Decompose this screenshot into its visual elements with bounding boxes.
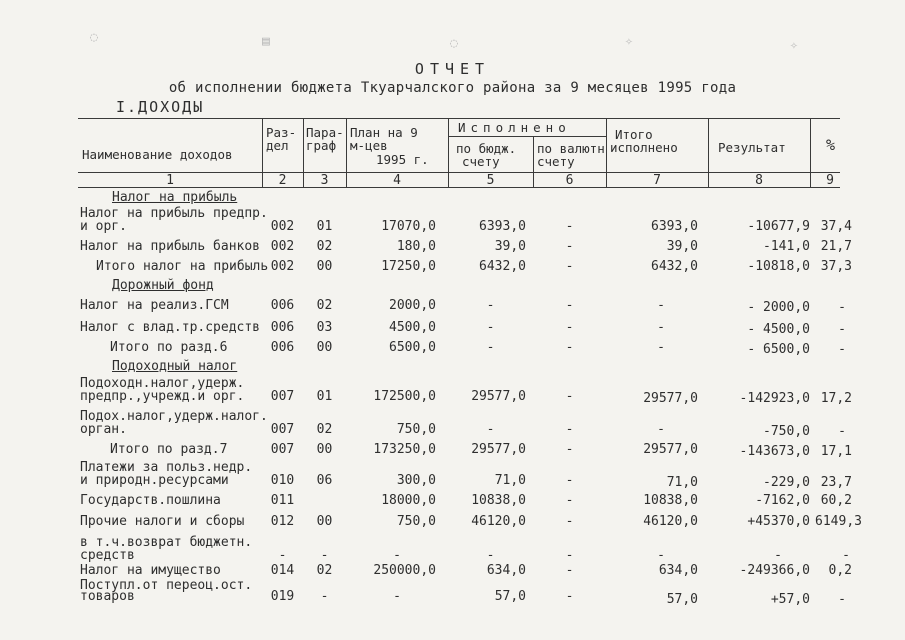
row-result: - 6500,0 — [747, 342, 810, 357]
row-budget: - — [486, 320, 495, 335]
row-paragraf: - — [320, 548, 329, 563]
row-budget: 71,0 — [494, 473, 526, 488]
row-paragraf: 02 — [316, 563, 333, 578]
row-total: - — [657, 298, 665, 313]
row-total: - — [657, 548, 665, 563]
row-name: в т.ч.возврат бюджетн. — [80, 535, 253, 550]
table-top-rule — [78, 118, 840, 119]
row-percent: 17,1 — [820, 444, 852, 459]
row-plan: - — [393, 589, 401, 604]
row-paragraf: 01 — [316, 389, 333, 404]
row-currency: - — [565, 563, 574, 578]
group-heading: Дорожный фонд — [112, 278, 214, 293]
report-title: ОТЧЕТ — [414, 60, 491, 78]
row-razdel: 002 — [270, 239, 295, 254]
row-name: Итого по разд.7 — [110, 442, 228, 457]
row-total: 634,0 — [658, 563, 698, 578]
header-budget-2: счету — [462, 154, 500, 169]
row-result: -249366,0 — [739, 563, 810, 578]
column-number: 3 — [320, 173, 329, 188]
row-name: Итого налог на прибыль — [96, 259, 269, 274]
row-result: -7162,0 — [755, 493, 810, 508]
row-budget: - — [486, 422, 495, 437]
row-currency: - — [565, 298, 574, 313]
row-total: 39,0 — [666, 239, 698, 254]
row-razdel: 007 — [270, 442, 295, 457]
column-number: 7 — [653, 173, 661, 188]
row-razdel: 006 — [270, 298, 295, 313]
ispolneno-rule — [448, 136, 606, 137]
row-result: -750,0 — [763, 424, 810, 439]
row-currency: - — [565, 493, 574, 508]
row-plan: 750,0 — [396, 514, 436, 529]
header-paragraf-1: Пара- — [306, 125, 344, 140]
scan-smudge: ✧ — [625, 34, 633, 49]
row-result: - 4500,0 — [747, 322, 810, 337]
row-razdel: 014 — [270, 563, 295, 578]
row-percent: - — [838, 300, 846, 315]
row-name-cont: и природн.ресурсами — [80, 473, 229, 488]
row-percent: 23,7 — [820, 475, 852, 490]
row-total: - — [657, 320, 665, 335]
row-name: Налог на прибыль банков — [80, 239, 261, 254]
column-number: 1 — [166, 173, 174, 188]
row-paragraf: 00 — [316, 442, 333, 457]
row-result: +57,0 — [770, 592, 810, 607]
row-currency: - — [565, 219, 574, 234]
header-razdel-2: дел — [266, 138, 289, 153]
row-name: Итого по разд.6 — [110, 340, 228, 355]
row-name: Подоходн.налог,удерж. — [80, 376, 245, 391]
header-total-2: исполнено — [610, 140, 678, 155]
row-budget: 57,0 — [494, 589, 526, 604]
row-currency: - — [565, 514, 574, 529]
report-subtitle: об исполнении бюджета Ткуарчалского района за 9 месяцев 1995 года — [168, 80, 737, 96]
row-razdel: 006 — [270, 340, 295, 355]
header-plan-1: План на 9 — [350, 125, 418, 140]
row-name: Подох.налог,удерж.налог. — [80, 409, 268, 424]
scan-smudge: ◌ — [90, 30, 98, 45]
row-percent: 21,7 — [820, 239, 852, 254]
row-percent: 60,2 — [820, 493, 852, 508]
row-budget: - — [486, 340, 495, 355]
row-percent: - — [838, 424, 846, 439]
row-razdel: 012 — [270, 514, 295, 529]
row-name: Налог с влад.тр.средств — [80, 320, 261, 335]
row-currency: - — [565, 589, 574, 604]
row-budget: 29577,0 — [471, 389, 526, 404]
row-paragraf: - — [320, 589, 329, 604]
header-percent: % — [826, 136, 836, 154]
row-currency: - — [565, 548, 574, 563]
scan-smudge: ◌ — [450, 36, 458, 51]
row-plan: 250000,0 — [373, 563, 436, 578]
scan-smudge: ✧ — [790, 38, 798, 53]
row-paragraf: 02 — [316, 422, 333, 437]
row-result: -143673,0 — [739, 444, 810, 459]
header-result: Результат — [718, 140, 786, 155]
row-name: Государств.пошлина — [80, 493, 221, 508]
row-plan: 750,0 — [396, 422, 436, 437]
row-name-cont: средств — [80, 548, 135, 563]
column-number: 8 — [755, 173, 763, 188]
row-currency: - — [565, 473, 574, 488]
row-percent: - — [838, 592, 846, 607]
row-razdel: 019 — [270, 589, 295, 604]
column-number: 2 — [278, 173, 287, 188]
row-plan: 4500,0 — [389, 320, 436, 335]
row-budget: 29577,0 — [471, 442, 526, 457]
row-name: Поступл.от переоц.ост. — [80, 578, 253, 593]
row-paragraf: 02 — [316, 298, 333, 313]
row-plan: - — [393, 548, 401, 563]
row-total: - — [657, 340, 665, 355]
group-heading: Подоходный налог — [112, 359, 238, 374]
header-plan-3: 1995 г. — [376, 152, 429, 167]
row-total: 57,0 — [666, 592, 698, 607]
row-razdel: 006 — [270, 320, 295, 335]
column-number: 4 — [393, 173, 401, 188]
row-currency: - — [565, 442, 574, 457]
header-currency-1: по валютн — [537, 141, 605, 156]
row-razdel: 011 — [270, 493, 295, 508]
group-heading: Налог на прибыль — [112, 190, 238, 205]
row-budget: 6432,0 — [479, 259, 526, 274]
row-percent: 17,2 — [820, 391, 852, 406]
row-currency: - — [565, 389, 574, 404]
row-plan: 18000,0 — [381, 493, 436, 508]
row-paragraf: 00 — [316, 514, 333, 529]
row-result: - — [774, 548, 782, 563]
row-percent: 37,4 — [820, 219, 852, 234]
row-total: 29577,0 — [643, 391, 698, 406]
section-heading: I.ДОХОДЫ — [116, 98, 205, 116]
row-budget: - — [486, 548, 495, 563]
row-percent: - — [838, 342, 846, 357]
row-percent: - — [838, 322, 846, 337]
header-paragraf-2: граф — [306, 138, 337, 153]
row-currency: - — [565, 259, 574, 274]
row-paragraf: 02 — [316, 239, 333, 254]
row-razdel: 007 — [270, 389, 295, 404]
scan-smudge: ▤ — [262, 34, 270, 49]
row-result: -229,0 — [763, 475, 810, 490]
row-total: 71,0 — [666, 475, 698, 490]
row-plan: 17070,0 — [381, 219, 436, 234]
row-currency: - — [565, 340, 574, 355]
header-currency-2: счету — [537, 154, 575, 169]
row-budget: - — [486, 298, 495, 313]
header-razdel-1: Раз- — [266, 125, 297, 140]
header-total-1: Итого — [615, 127, 653, 142]
row-budget: 634,0 — [486, 563, 526, 578]
row-total: 6432,0 — [651, 259, 698, 274]
row-result: -10818,0 — [747, 259, 810, 274]
row-budget: 46120,0 — [471, 514, 526, 529]
row-percent: 37,3 — [820, 259, 852, 274]
column-number: 5 — [486, 173, 495, 188]
row-paragraf: 06 — [316, 473, 333, 488]
row-budget: 6393,0 — [479, 219, 526, 234]
row-razdel: 002 — [270, 219, 295, 234]
row-total: 46120,0 — [643, 514, 698, 529]
row-name-cont: орган. — [80, 422, 127, 437]
row-razdel: 007 — [270, 422, 295, 437]
row-result: - 2000,0 — [747, 300, 810, 315]
row-name: Налог на прибыль предпр. — [80, 206, 268, 221]
row-result: -141,0 — [763, 239, 810, 254]
column-number: 9 — [826, 173, 834, 188]
row-total: - — [657, 422, 665, 437]
row-result: -142923,0 — [739, 391, 810, 406]
header-plan-2: м-цев — [350, 138, 388, 153]
header-ispolneno: Исполнено — [458, 120, 571, 135]
row-plan: 172500,0 — [373, 389, 436, 404]
row-name: Налог на реализ.ГСМ — [80, 298, 229, 313]
row-name: Прочие налоги и сборы — [80, 514, 245, 529]
column-number: 6 — [565, 173, 574, 188]
row-razdel: 002 — [270, 259, 295, 274]
row-currency: - — [565, 239, 574, 254]
row-plan: 173250,0 — [373, 442, 436, 457]
row-currency: - — [565, 422, 574, 437]
row-total: 29577,0 — [643, 442, 698, 457]
row-total: 6393,0 — [651, 219, 698, 234]
row-name-cont: и орг. — [80, 219, 127, 234]
header-budget-1: по бюдж. — [456, 141, 517, 156]
row-result: -10677,9 — [747, 219, 810, 234]
row-plan: 17250,0 — [381, 259, 436, 274]
row-name-cont: товаров — [80, 589, 135, 604]
row-razdel: 010 — [270, 473, 295, 488]
row-razdel: - — [278, 548, 287, 563]
row-name: Платежи за польз.недр. — [80, 460, 253, 475]
row-name-cont: предпр.,учрежд.и орг. — [80, 389, 245, 404]
row-paragraf: 00 — [316, 340, 333, 355]
row-percent: 6149,3 — [815, 514, 862, 529]
row-budget: 39,0 — [494, 239, 526, 254]
row-plan: 180,0 — [396, 239, 436, 254]
header-name: Наименование доходов — [82, 147, 233, 162]
row-plan: 300,0 — [396, 473, 436, 488]
row-name: Налог на имущество — [80, 563, 221, 578]
row-result: +45370,0 — [747, 514, 810, 529]
row-budget: 10838,0 — [471, 493, 526, 508]
row-paragraf: 00 — [316, 259, 333, 274]
row-plan: 6500,0 — [389, 340, 436, 355]
row-paragraf: 03 — [316, 320, 333, 335]
row-percent: 0,2 — [828, 563, 852, 578]
row-paragraf: 01 — [316, 219, 333, 234]
row-percent: - — [842, 548, 850, 563]
row-currency: - — [565, 320, 574, 335]
row-total: 10838,0 — [643, 493, 698, 508]
row-plan: 2000,0 — [389, 298, 436, 313]
